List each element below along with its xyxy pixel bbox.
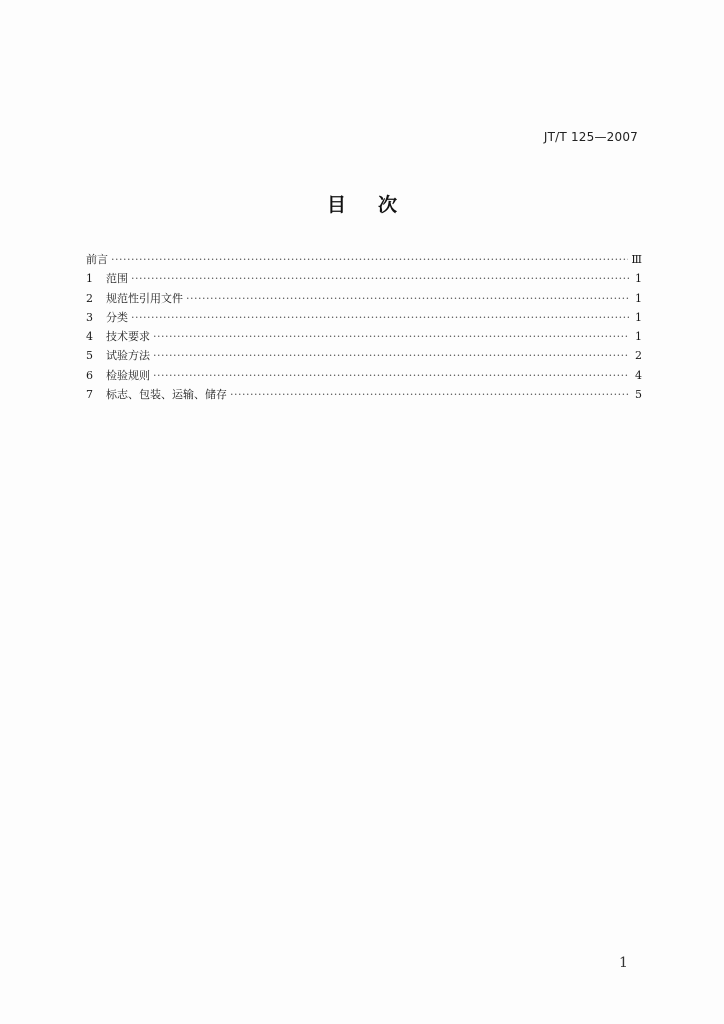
toc-entry-marking-packaging[interactable] (86, 385, 642, 404)
toc-entry-label: 检验规则 (106, 368, 150, 382)
toc-entry-page: 4 (635, 368, 642, 382)
toc-dot-leader (153, 346, 629, 365)
toc-entry-page: 1 (635, 291, 642, 305)
toc-entry-number: 6 (86, 368, 93, 382)
toc-dot-leader (186, 289, 629, 308)
toc-entry-label: 标志、包装、运输、储存 (106, 388, 227, 402)
toc-entry-number: 2 (86, 291, 93, 305)
toc-entry-test-methods[interactable] (86, 346, 642, 365)
toc-dot-leader (230, 385, 629, 404)
toc-entry-inspection-rules[interactable] (86, 366, 642, 385)
toc-dot-leader (111, 250, 628, 269)
toc-entry-page: Ⅲ (631, 253, 642, 266)
toc-entry-number: 3 (86, 310, 93, 324)
toc-entry-number: 1 (86, 272, 93, 286)
toc-entry-label: 试验方法 (106, 349, 150, 363)
toc-entry-page: 1 (635, 272, 642, 286)
toc-dot-leader (153, 327, 629, 346)
toc-entry-scope[interactable] (86, 269, 642, 288)
toc-entry-preface[interactable] (86, 250, 642, 269)
toc-entry-page: 1 (635, 330, 642, 344)
toc-entry-label: 分类 (106, 310, 128, 324)
toc-dot-leader (131, 308, 629, 327)
toc-entry-number: 4 (86, 330, 93, 344)
toc-entry-page: 5 (635, 388, 642, 402)
toc-entry-classification[interactable] (86, 308, 642, 327)
toc-entry-page: 1 (635, 310, 642, 324)
toc-entry-page: 2 (635, 349, 642, 363)
toc-entry-normative-references[interactable] (86, 289, 642, 308)
toc-entry-label: 技术要求 (106, 330, 150, 344)
toc-dot-leader (153, 366, 629, 385)
toc-entry-technical-requirements[interactable] (86, 327, 642, 346)
page-number: 1 (619, 955, 628, 971)
toc-entry-label: 范围 (106, 272, 128, 286)
page-title: 目次 (326, 194, 429, 216)
toc-entry-label: 规范性引用文件 (106, 291, 183, 305)
standard-code: JT/T 125—2007 (543, 130, 638, 144)
toc-dot-leader (131, 269, 629, 288)
toc-entry-number: 7 (86, 388, 93, 402)
toc-entry-number: 5 (86, 349, 93, 363)
table-of-contents (86, 250, 642, 404)
toc-entry-label: 前言 (86, 253, 108, 266)
